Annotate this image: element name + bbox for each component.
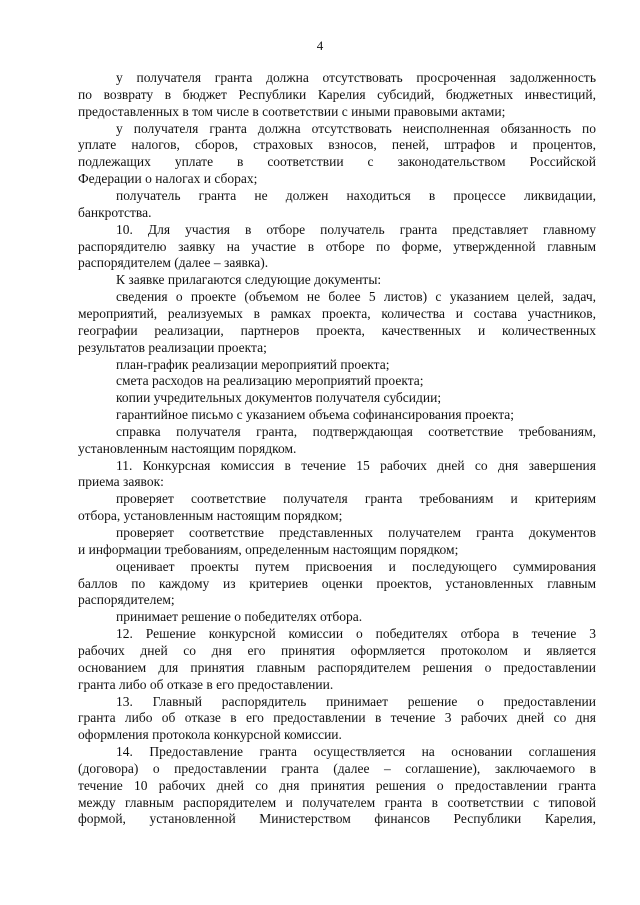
text-line: оформления протокола конкурсной комиссии.: [78, 727, 342, 743]
text-line: 14. Предоставление гранта осуществляется на основании соглашения: [116, 744, 596, 759]
page-number: 4: [316, 38, 324, 53]
text-line: проверяет соответствие получателя гранта требованиям и критериям: [116, 491, 596, 507]
text-line: рабочих дней со дня его принятия оформляется протоколом и является: [78, 642, 596, 658]
text-line: Федерации о налогах и сборах;: [78, 171, 258, 187]
text-line: установленным настоящим порядком.: [78, 440, 297, 456]
text-line: результатов реализации проекта;: [78, 339, 267, 355]
text-line: 12. Решение конкурсной комиссии о победителях отбора в течение 3: [116, 626, 596, 642]
text-line: распорядителем (далее – заявка).: [78, 255, 269, 271]
text-line: формой, установленной Министерством финансов Республики Карелия,: [78, 811, 596, 827]
text-line: К заявке прилагаются следующие документы:: [116, 272, 382, 288]
text-line: сведения о проекте (объемом не более 5 листов) с указанием целей, задач,: [116, 289, 596, 305]
text-line: гранта либо об отказе в его предоставлении в течение 3 рабочих дней со дня: [78, 710, 596, 726]
text-line: принимает решение о победителях отбора.: [116, 609, 363, 625]
text-line: распорядителем;: [78, 592, 175, 608]
text-line: предоставленных в том числе в соответствии с иными правовыми актами;: [78, 103, 506, 119]
text-line: получатель гранта не должен находиться в процессе ликвидации,: [116, 188, 596, 203]
text-line: отбора, установленным настоящим порядком;: [78, 508, 343, 524]
text-line: баллов по каждому из критериев оценки проектов, установленных главным: [78, 575, 596, 591]
text-line: гарантийное письмо с указанием объема софинансирования проекта;: [116, 407, 514, 422]
text-line: по возврату в бюджет Республики Карелия субсидий, бюджетных инвестиций,: [78, 86, 596, 102]
text-line: 11. Конкурсная комиссия в течение 15 рабочих дней со дня завершения: [116, 457, 596, 473]
text-line: уплате налогов, сборов, страховых взносов, пеней, штрафов и процентов,: [78, 137, 596, 153]
text-line: распорядителю заявку на участие в отборе по форме, утвержденной главным: [78, 238, 596, 254]
text-line: банкротства.: [78, 204, 152, 220]
text-line: смета расходов на реализацию мероприятий проекта;: [116, 373, 424, 389]
text-line: географии реализации, партнеров проекта, качественных и количественных: [78, 322, 596, 338]
text-line: 10. Для участия в отборе получатель гранта представляет главному: [116, 221, 596, 237]
text-line: основанием для принятия главным распорядителем решения о предоставлении: [78, 659, 596, 675]
text-line: гранта либо об отказе в его предоставлении.: [78, 676, 334, 692]
text-line: у получателя гранта должна отсутствовать просроченная задолженность: [116, 70, 596, 85]
text-line: между главным распорядителем и получателем гранта в соответствии с типовой: [78, 794, 596, 810]
text-line: у получателя гранта должна отсутствовать неисполненная обязанность по: [116, 120, 596, 136]
text-line: (договора) о предоставлении гранта (далее – соглашение), заключаемого в: [78, 760, 596, 776]
text-line: проверяет соответствие представленных получателем гранта документов: [116, 525, 596, 540]
text-line: 13. Главный распорядитель принимает решение о предоставлении: [116, 693, 596, 709]
text-line: и информации требованиям, определенным настоящим порядком;: [78, 541, 459, 557]
text-line: справка получателя гранта, подтверждающая соответствие требованиям,: [116, 423, 596, 439]
text-line: копии учредительных документов получателя субсидии;: [116, 390, 442, 406]
text-line: подлежащих уплате в соответствии с законодательством Российской: [78, 154, 596, 170]
text-line: план-график реализации мероприятий проекта;: [116, 356, 390, 372]
text-line: оценивает проекты путем присвоения и последующего суммирования: [116, 558, 596, 574]
text-line: приема заявок:: [78, 474, 164, 490]
text-line: течение 10 рабочих дней со дня принятия решения о предоставлении гранта: [78, 777, 596, 793]
text-line: мероприятий, реализуемых в рамках проекта, количества и состава участников,: [78, 305, 596, 321]
